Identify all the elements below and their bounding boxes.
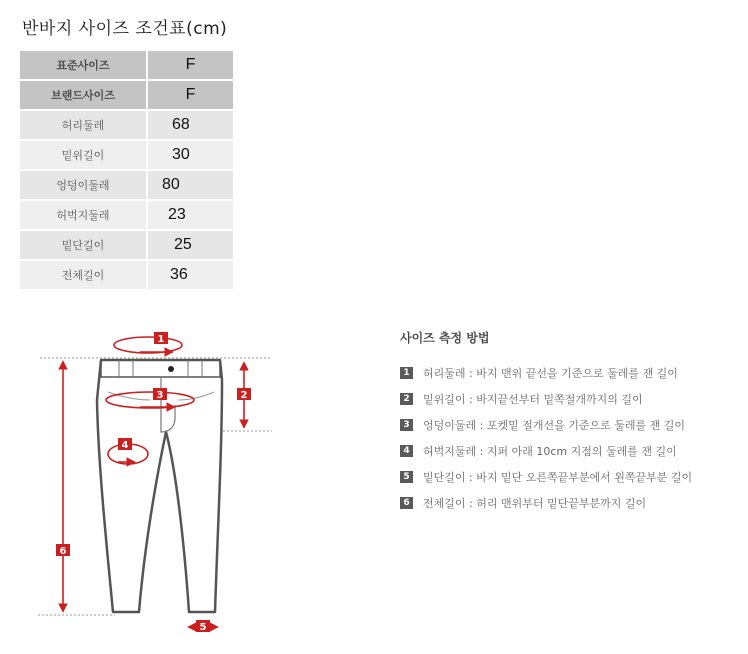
guide-number-badge: 5 bbox=[400, 471, 413, 483]
rise-label: 밑위길이 bbox=[20, 140, 147, 170]
measurement-guide-title: 사이즈 측정 방법 bbox=[400, 331, 490, 345]
waist-value: 68 bbox=[147, 110, 233, 140]
thigh-value: 23 bbox=[147, 200, 233, 230]
marker-3 bbox=[153, 388, 167, 401]
measurement-guide-list bbox=[400, 360, 692, 516]
hem-value: 25 bbox=[147, 230, 233, 260]
marker-5 bbox=[196, 620, 210, 633]
svg-text:6: 6 bbox=[59, 546, 67, 557]
table-row bbox=[20, 230, 233, 260]
total-length-label: 전체길이 bbox=[20, 260, 147, 290]
brand-size-value: F bbox=[147, 80, 233, 110]
pants-measurement-diagram bbox=[0, 318, 290, 654]
guide-item bbox=[400, 464, 692, 490]
guide-number-badge: 6 bbox=[400, 497, 413, 509]
page-title: 반바지 사이즈 조건표(cm) bbox=[22, 19, 228, 39]
guide-item bbox=[400, 360, 692, 386]
hip-value: 80 bbox=[147, 170, 233, 200]
table-row bbox=[20, 200, 233, 230]
table-row bbox=[20, 170, 233, 200]
table-row bbox=[20, 110, 233, 140]
guide-item bbox=[400, 412, 692, 438]
guide-item bbox=[400, 386, 692, 412]
svg-text:3: 3 bbox=[156, 390, 164, 401]
table-row bbox=[20, 140, 233, 170]
svg-text:2: 2 bbox=[240, 390, 248, 401]
rise-value: 30 bbox=[147, 140, 233, 170]
standard-size-value: F bbox=[147, 51, 233, 80]
guide-item-text: 허리둘레 : 바지 맨위 끝선을 기준으로 둘레를 잰 길이 bbox=[423, 367, 678, 380]
table-header-row bbox=[20, 80, 233, 110]
marker-2 bbox=[237, 388, 251, 401]
guide-item-text: 허벅지둘레 : 지퍼 아래 10cm 지점의 둘레를 잰 길이 bbox=[423, 445, 677, 458]
svg-text:1: 1 bbox=[157, 334, 165, 345]
hip-label: 엉덩이둘레 bbox=[20, 170, 147, 200]
waist-label: 허리둘레 bbox=[20, 110, 147, 140]
guide-number-badge: 3 bbox=[400, 419, 413, 431]
guide-item-text: 엉덩이둘레 : 포켓밑 절개선을 기준으로 둘레를 잰 길이 bbox=[423, 419, 685, 432]
guide-number-badge: 2 bbox=[400, 393, 413, 405]
marker-4 bbox=[118, 438, 132, 451]
total-length-value: 36 bbox=[147, 260, 233, 290]
guide-item-text: 전체길이 : 허리 맨위부터 밑단끝부분까지 길이 bbox=[423, 497, 647, 510]
table-header-row bbox=[20, 51, 233, 80]
size-table bbox=[20, 51, 233, 291]
marker-6 bbox=[56, 544, 70, 557]
svg-text:5: 5 bbox=[199, 622, 207, 633]
guide-item-text: 밑단길이 : 바지 밑단 오른쪽끝부분에서 왼쪽끝부분 길이 bbox=[423, 471, 693, 484]
guide-number-badge: 4 bbox=[400, 445, 413, 457]
hem-label: 밑단길이 bbox=[20, 230, 147, 260]
guide-number-badge: 1 bbox=[400, 367, 413, 379]
table-row bbox=[20, 260, 233, 290]
guide-item bbox=[400, 438, 692, 464]
guide-item bbox=[400, 490, 692, 516]
marker-1 bbox=[154, 332, 168, 345]
svg-text:4: 4 bbox=[121, 440, 129, 451]
thigh-label: 허벅지둘레 bbox=[20, 200, 147, 230]
brand-size-label: 브랜드사이즈 bbox=[20, 80, 147, 110]
waist-measure-ellipse bbox=[114, 337, 182, 353]
button-icon bbox=[168, 366, 174, 372]
standard-size-label: 표준사이즈 bbox=[20, 51, 147, 80]
guide-item-text: 밑위길이 : 바지끝선부터 밑쪽절개까지의 길이 bbox=[423, 393, 643, 406]
